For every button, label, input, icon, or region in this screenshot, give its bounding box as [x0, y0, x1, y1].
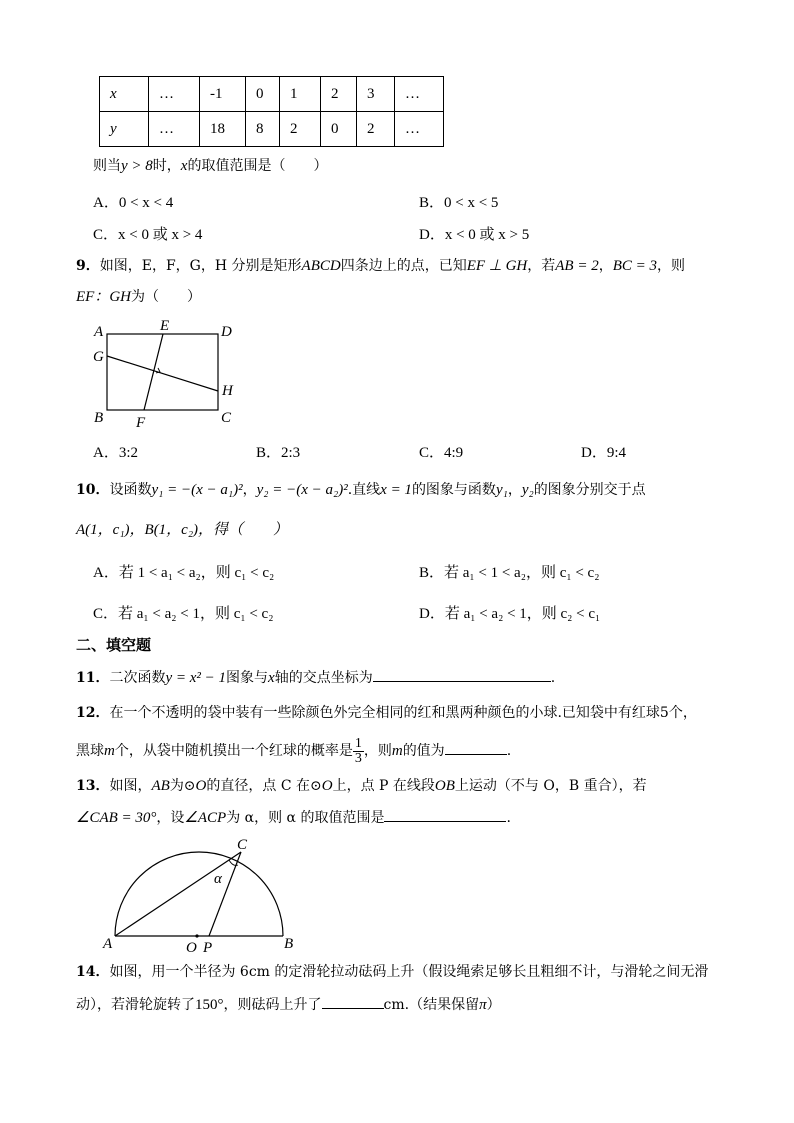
table-cell: 2: [321, 77, 357, 112]
value-table: [99, 76, 444, 147]
q12-stem-line1: 12．在一个不透明的袋中装有一些除颜色外完全相同的红和黑两种颜色的小球.已知袋中有红球5个，: [76, 705, 697, 721]
q9-stem-line2: EF：GH为（ ）: [76, 289, 201, 305]
q9-label-h: H: [222, 383, 233, 399]
table-cell: -1: [200, 77, 246, 112]
q13-label-alpha: α: [214, 871, 222, 887]
table-cell: x: [100, 77, 149, 112]
q8-option-d[interactable]: D．x < 0 或 x > 5: [419, 227, 530, 243]
q12-fraction: $\frac{1}{3}$: [354, 735, 362, 766]
q8-option-b[interactable]: B．0 < x < 5: [419, 195, 499, 211]
table-row: [100, 112, 444, 147]
q10-stem-line1: 10．设函数y₁ = −(x − a₁)²，y₂ = −(x − a₂)².直线x = 1的图象与函数y₁，y₂的图象分别交于点: [76, 482, 646, 498]
q9-label-d: D: [221, 324, 232, 340]
q10-option-b[interactable]: B．若 a₁ < 1 < a₂，则 c₁ < c₂: [419, 565, 600, 581]
q8-prompt: 则当y > 8时，x的取值范围是（ ）: [93, 158, 328, 174]
table-cell: 3: [357, 77, 395, 112]
q13-semicircle-figure: [96, 835, 306, 955]
q14-answer-blank[interactable]: [322, 994, 384, 1009]
q10-stem-line2: A(1，c₁)，B(1，c₂)，得（ ）: [76, 522, 289, 538]
q12-stem-line2: 黑球m个，从袋中随机摸出一个红球的概率是 $\frac{1}{3}$ ，则m的值为 .: [76, 735, 512, 766]
q13-label-p: P: [203, 940, 213, 955]
table-row: [100, 77, 444, 112]
q9-rectangle-figure: [88, 315, 248, 435]
table-cell: 2: [280, 112, 321, 147]
table-cell: 18: [200, 112, 246, 147]
table-cell: 0: [246, 77, 280, 112]
section-heading: 二、填空题: [76, 636, 152, 654]
q10-option-c[interactable]: C．若 a₁ < a₂ < 1，则 c₁ < c₂: [93, 606, 274, 622]
q10-option-d[interactable]: D．若 a₁ < a₂ < 1，则 c₂ < c₁: [419, 606, 601, 622]
q13-stem-line1: 13．如图，AB为⊙O的直径，点 C 在⊙O上，点 P 在线段OB上运动（不与 O，B 重合），若: [76, 778, 647, 794]
table-cell: 1: [280, 77, 321, 112]
q12-answer-blank[interactable]: [445, 740, 507, 755]
table-cell: y: [100, 112, 149, 147]
q14-stem-line2: 动），若滑轮旋转了150°，则砝码上升了 cm.（结果保留π）: [76, 994, 501, 1015]
q11-stem: 11．二次函数y = x² − 1图象与x轴的交点坐标为 .: [76, 667, 555, 688]
q9-label-g: G: [93, 349, 104, 365]
q9-label-c: C: [221, 410, 232, 426]
table-cell: …: [395, 77, 444, 112]
q9-option-a[interactable]: A．3:2: [93, 445, 139, 461]
q13-label-a: A: [103, 936, 113, 952]
q8-option-a[interactable]: A．0 < x < 4: [93, 195, 174, 211]
q13-label-o: O: [186, 940, 197, 955]
q8-option-c[interactable]: C．x < 0 或 x > 4: [93, 227, 203, 243]
table-cell: 0: [321, 112, 357, 147]
table-cell: …: [149, 77, 200, 112]
q9-option-d[interactable]: D．9:4: [581, 445, 627, 461]
q9-label-a: A: [94, 324, 104, 340]
table-cell: …: [149, 112, 200, 147]
q9-label-b: B: [94, 410, 104, 426]
table-cell: 2: [357, 112, 395, 147]
q9-stem-line1: 9．如图，E，F，G，H 分别是矩形ABCD四条边上的点，已知EF ⊥ GH，若AB = 2，BC = 3，则: [76, 258, 686, 274]
table-cell: 8: [246, 112, 280, 147]
q11-answer-blank[interactable]: [373, 667, 551, 682]
q13-answer-blank[interactable]: [384, 807, 506, 822]
q13-label-b: B: [284, 936, 294, 952]
q10-option-a[interactable]: A．若 1 < a₁ < a₂，则 c₁ < c₂: [93, 565, 275, 581]
q9-option-c[interactable]: C．4:9: [419, 445, 464, 461]
table-cell: …: [395, 112, 444, 147]
q14-stem-line1: 14．如图，用一个半径为 6cm 的定滑轮拉动砝码上升（假设绳索足够长且粗细不计，与滑轮之间无滑: [76, 964, 709, 980]
q13-stem-line2: ∠CAB = 30°，设∠ACP为 α，则 α 的取值范围是 .: [76, 807, 511, 828]
q13-label-c: C: [237, 837, 248, 853]
q9-option-b[interactable]: B．2:3: [256, 445, 301, 461]
q9-label-f: F: [136, 415, 146, 431]
q9-label-e: E: [160, 318, 170, 334]
